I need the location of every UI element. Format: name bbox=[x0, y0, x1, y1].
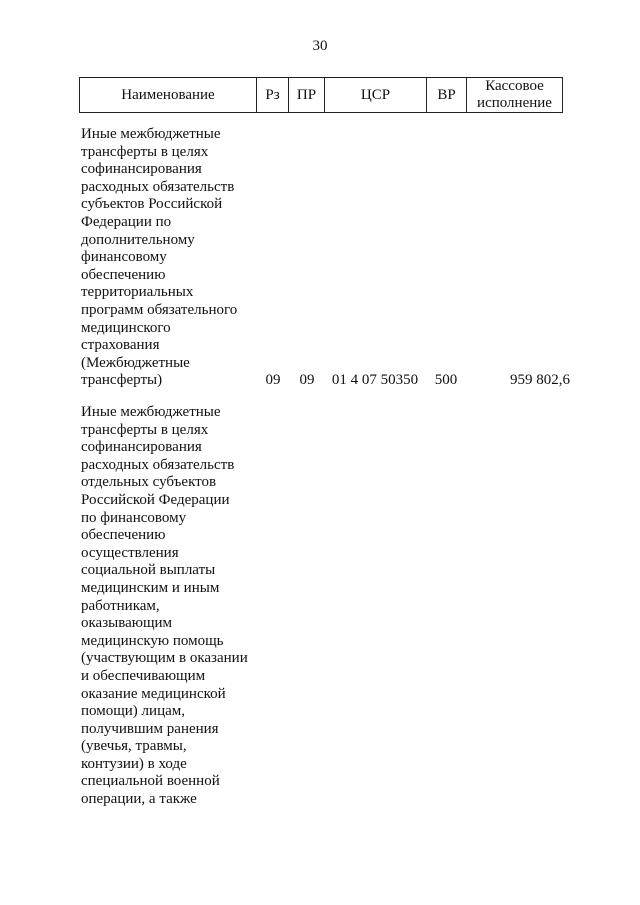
header-rz: Рз bbox=[257, 78, 289, 113]
header-name: Наименование bbox=[80, 78, 257, 113]
row-pr: 09 bbox=[299, 372, 315, 388]
header-pr: ПР bbox=[289, 78, 325, 113]
header-execution bbox=[467, 78, 563, 113]
row-csr: 01 4 07 50350 bbox=[331, 372, 419, 388]
row-name: Иные межбюджетные трансферты в целях софинансирования расходных обязательств субъектов Российской Федерации по дополнительному финансовому обеспечению территориальных программ обязательного медицинского страхования (Межбюджетные трансферты) bbox=[81, 126, 238, 389]
row-vr: 500 bbox=[434, 372, 458, 388]
page-number: 30 bbox=[312, 38, 328, 54]
header-csr: ЦСР bbox=[325, 78, 427, 113]
row-rz: 09 bbox=[265, 372, 281, 388]
row-execution: 959 802,6 bbox=[510, 372, 570, 388]
row-name: Иные межбюджетные трансферты в целях софинансирования расходных обязательств отдельных субъектов Российской Федерации по финансовому обеспечению осуществления социальной выплаты медицинским и иным работникам, оказывающим медицинскую помощь (участвующим в оказании и обеспечивающим оказание медицинской помощи) лицам, получившим ранения (увечья, травмы, контузии) в ходе специальной военной операции, а также bbox=[81, 404, 248, 808]
header-execution-line1: Кассовое bbox=[485, 78, 544, 94]
header-vr: ВР bbox=[427, 78, 467, 113]
table-header bbox=[79, 77, 563, 113]
header-execution-line2: исполнение bbox=[477, 95, 552, 111]
